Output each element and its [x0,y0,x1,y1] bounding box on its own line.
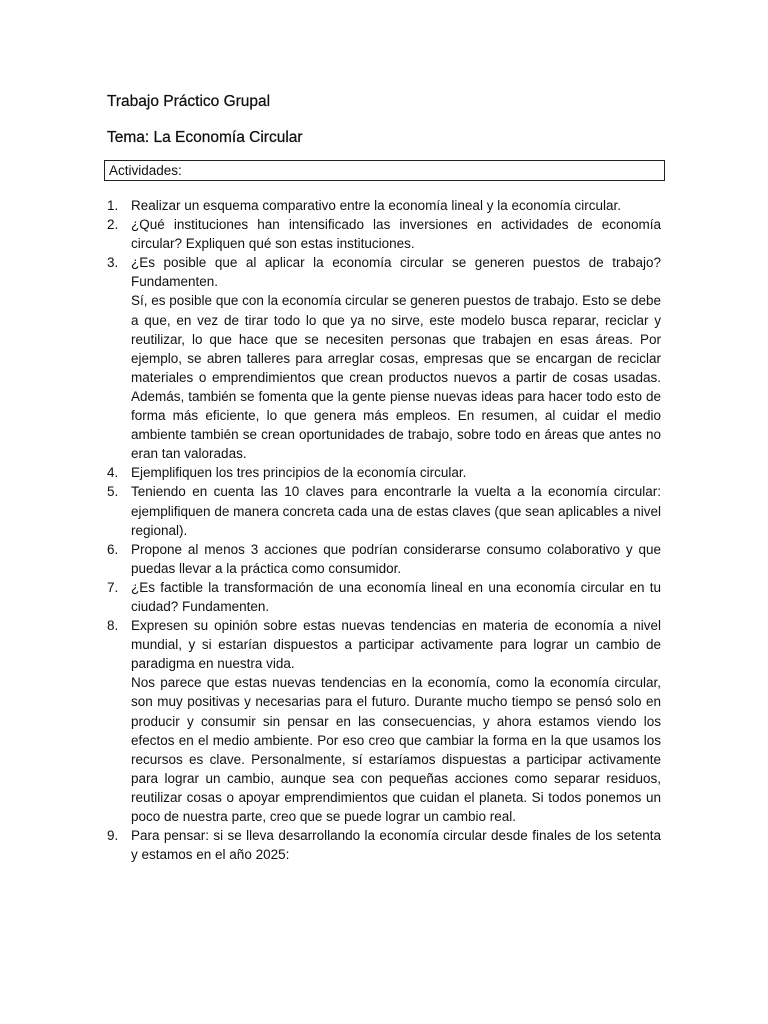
list-item-number: 6. [107,541,119,557]
list-item-number: 2. [107,217,119,233]
list-item-number: 7. [107,579,119,595]
question-text: ¿Qué instituciones han intensificado las inversiones en actividades de economía circular? Expliquen qué son estas instituciones. [131,217,661,252]
list-item-1 [107,196,661,215]
question-list [107,196,661,864]
question-text: Realizar un esquema comparativo entre la economía lineal y la economía circular. [131,198,622,213]
list-item-number: 4. [107,465,119,481]
answer-text: Nos parece que estas nuevas tendencias en la economía, como la economía circular, son muy positivas y necesarias para el futuro. Durante mucho tiempo se pensó solo en producir y consumir sin pensar en las consecuencias, y ahora estamos viendo los efectos en el medio ambiente. Por eso creo que cambiar la forma en la que usamos los recursos es clave. Personalmente, sí estaríamos dispuestas a participar activamente para lograr un cambio, aunque sea con pequeñas acciones como separar residuos, reutilizar cosas o apoyar emprendimientos que cuidan el planeta. Si todos ponemos un poco de nuestra parte, creo que se puede lograr un cambio real. [131,675,661,824]
activities-box: Actividades: [104,160,665,181]
list-item-7 [107,578,661,616]
question-text: ¿Es posible que al aplicar la economía circular se generen puestos de trabajo? Fundamenten. [131,255,661,290]
list-item-number: 5. [107,484,119,500]
document-subtitle: Tema: La Economía Circular [107,129,303,146]
list-item-number: 3. [107,255,119,271]
question-text: Para pensar: si se lleva desarrollando la economía circular desde finales de los setenta y estamos en el año 2025: [131,828,661,863]
question-text: ¿Es factible la transformación de una economía lineal en una economía circular en tu ciudad? Fundamenten. [131,579,661,614]
list-item-9 [107,826,661,864]
list-item-6 [107,540,661,578]
document-page [107,92,661,864]
list-item-3 [107,253,661,463]
answer-text: Sí, es posible que con la economía circular se generen puestos de trabajo. Esto se debe a que, en vez de tirar todo lo que ya no sirve, este modelo busca reparar, reciclar y reutilizar, lo que hace que se necesiten personas que trabajen en esas áreas. Por ejemplo, se abren talleres para arreglar cosas, empresas que se encargan de reciclar materiales o emprendimientos que crean productos nuevos a partir de cosas usadas. Además, también se fomenta que la gente piense nuevas ideas para hacer todo esto de forma más eficiente, lo que genera más empleos. En resumen, al cuidar el medio ambiente también se crean oportunidades de trabajo, sobre todo en áreas que antes no eran tan valoradas. [131,293,661,462]
question-text: Propone al menos 3 acciones que podrían considerarse consumo colaborativo y que puedas llevar a la práctica como consumidor. [131,541,661,576]
document-title: Trabajo Práctico Grupal [107,93,271,110]
list-item-5 [107,482,661,539]
list-item-number: 9. [107,828,119,844]
list-item-2 [107,215,661,253]
list-item-4 [107,463,661,482]
list-item-8 [107,616,661,826]
list-item-number: 1. [107,198,119,213]
list-item-number: 8. [107,618,119,634]
question-text: Teniendo en cuenta las 10 claves para encontrarle la vuelta a la economía circular: ejemplifiquen de manera concreta cada una de estas claves (que sean aplicables a nivel regional). [131,484,661,538]
question-text: Expresen su opinión sobre estas nuevas tendencias en materia de economía a nivel mundial, y si estarían dispuestos a participar activamente para lograr un cambio de paradigma en nuestra vida. [131,618,661,672]
question-text: Ejemplifiquen los tres principios de la economía circular. [131,465,467,481]
